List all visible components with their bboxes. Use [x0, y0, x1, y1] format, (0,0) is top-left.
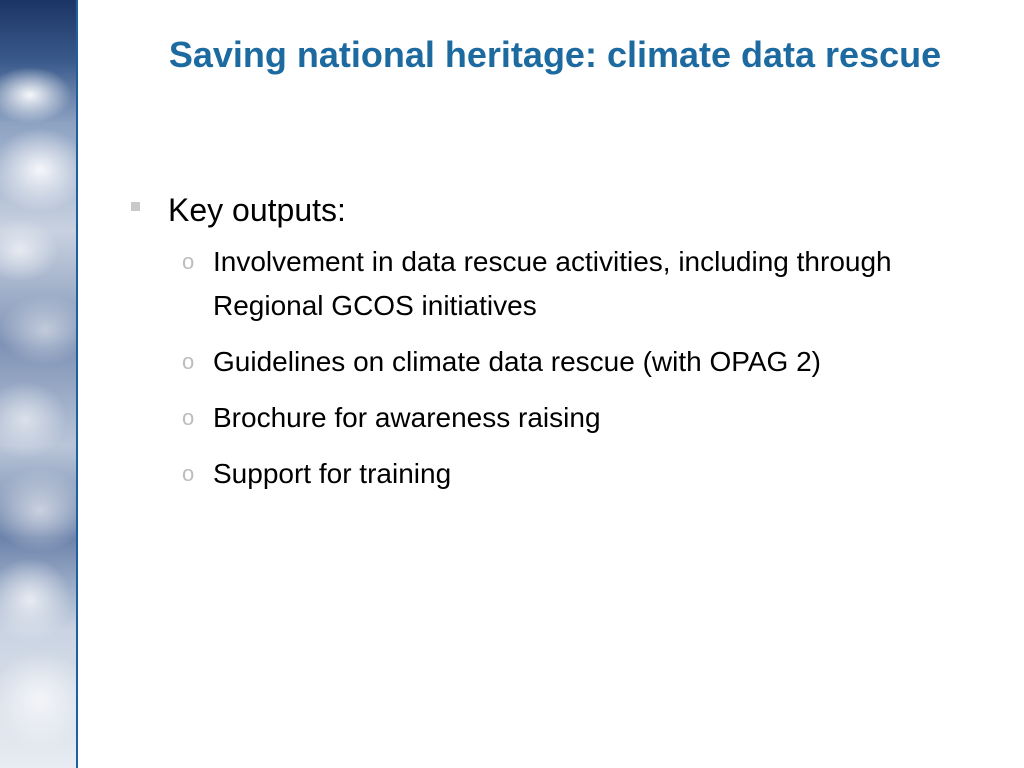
list-item: [182, 396, 988, 440]
square-bullet-icon: [131, 202, 140, 211]
circle-bullet-icon: o: [182, 405, 195, 430]
list-item: [182, 240, 988, 328]
vertical-divider: [76, 0, 78, 768]
list-item-text: Support for training: [213, 458, 452, 489]
list-item: [182, 340, 988, 384]
circle-bullet-icon: o: [182, 461, 195, 486]
sky-cloud-image: [0, 0, 76, 768]
circle-bullet-icon: o: [182, 349, 195, 374]
sub-bullet-list: [182, 240, 988, 496]
list-item-text: Guidelines on climate data rescue (with OPAG 2): [213, 346, 821, 377]
slide-title: Saving national heritage: climate data rescue: [168, 34, 942, 75]
circle-bullet-icon: o: [182, 249, 195, 274]
bullet-text: Key outputs:: [168, 192, 346, 228]
slide-content: [128, 188, 988, 508]
list-item-text: Brochure for awareness raising: [213, 402, 601, 433]
bullet-key-outputs: [128, 188, 988, 232]
list-item: [182, 452, 988, 496]
list-item-text: Involvement in data rescue activities, including through Regional GCOS initiatives: [213, 246, 892, 321]
